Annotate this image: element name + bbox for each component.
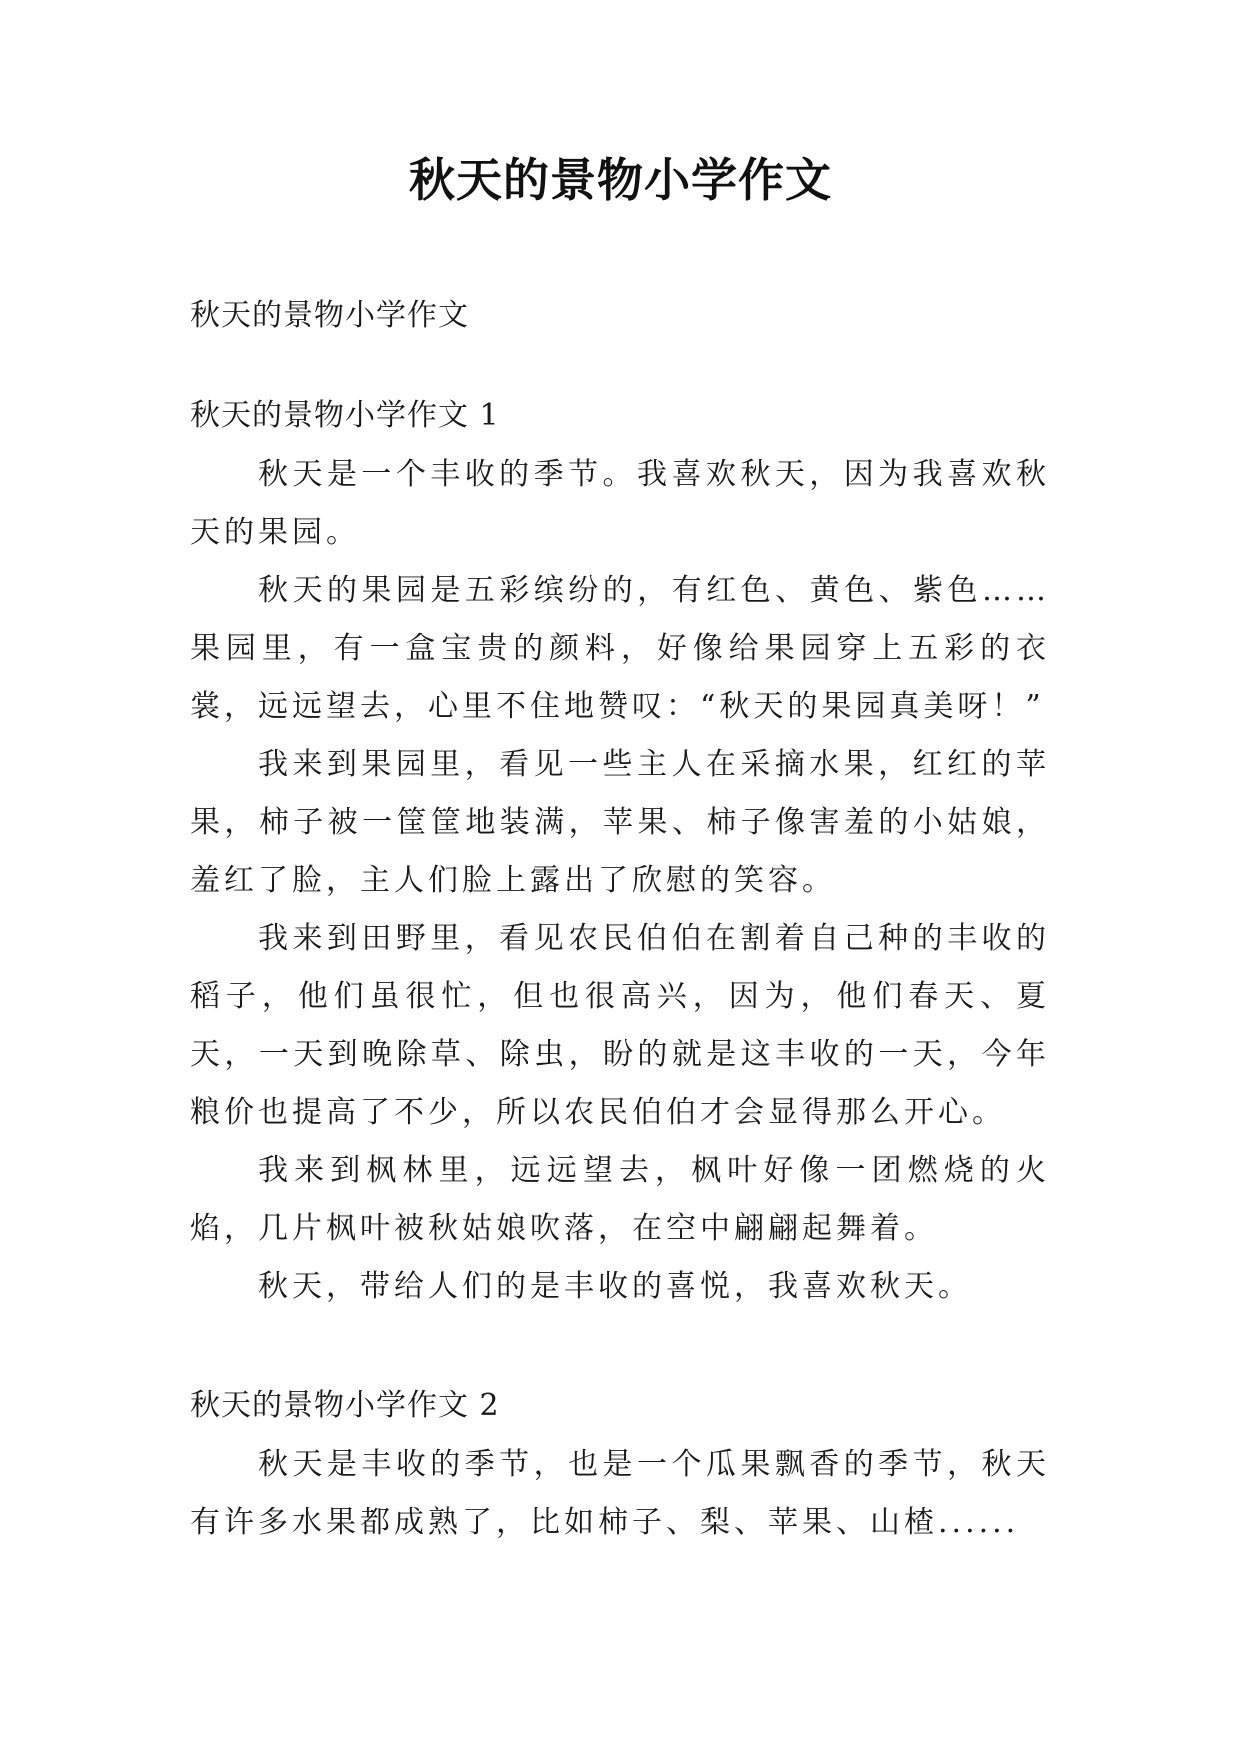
- essay-section-1: [190, 386, 1050, 1316]
- paragraph: 秋天，带给人们的是丰收的喜悦，我喜欢秋天。: [258, 1269, 972, 1304]
- section-heading: 秋天的景物小学作文 1: [190, 398, 500, 433]
- page-title: 秋天的景物小学作文: [409, 153, 832, 207]
- paragraph: 秋天是一个丰收的季节。我喜欢秋天，因为我喜欢秋天的果园。: [190, 457, 1050, 550]
- paragraph: 我来到枫林里，远远望去，枫叶好像一团燃烧的火焰，几片枫叶被秋姑娘吹落，在空中翩翩起舞着。: [190, 1153, 1050, 1246]
- spacer: [190, 1316, 1050, 1376]
- document-subtitle: 秋天的景物小学作文: [190, 298, 469, 333]
- paragraph: 我来到果园里，看见一些主人在采摘水果，红红的苹果，柿子被一筐筐地装满，苹果、柿子像害羞的小姑娘，羞红了脸，主人们脸上露出了欣慰的笑容。: [190, 747, 1050, 898]
- spacer: [190, 346, 1050, 386]
- paragraph: 秋天是丰收的季节，也是一个瓜果飘香的季节，秋天有许多水果都成熟了，比如柿子、梨、苹果、山楂......: [190, 1447, 1050, 1540]
- paragraph: 秋天的果园是五彩缤纷的，有红色、黄色、紫色……果园里，有一盒宝贵的颜料，好像给果园穿上五彩的衣裳，远远望去，心里不住地赞叹：“秋天的果园真美呀！”: [190, 573, 1050, 724]
- essay-section-2: [190, 1376, 1050, 1552]
- document-body: [190, 286, 1050, 1552]
- section-heading: 秋天的景物小学作文 2: [190, 1388, 500, 1423]
- paragraph: 我来到田野里，看见农民伯伯在割着自己种的丰收的稻子，他们虽很忙，但也很高兴，因为，他们春天、夏天，一天到晚除草、除虫，盼的就是这丰收的一天，今年粮价也提高了不少，所以农民伯伯才会显得那么开心。: [190, 921, 1050, 1130]
